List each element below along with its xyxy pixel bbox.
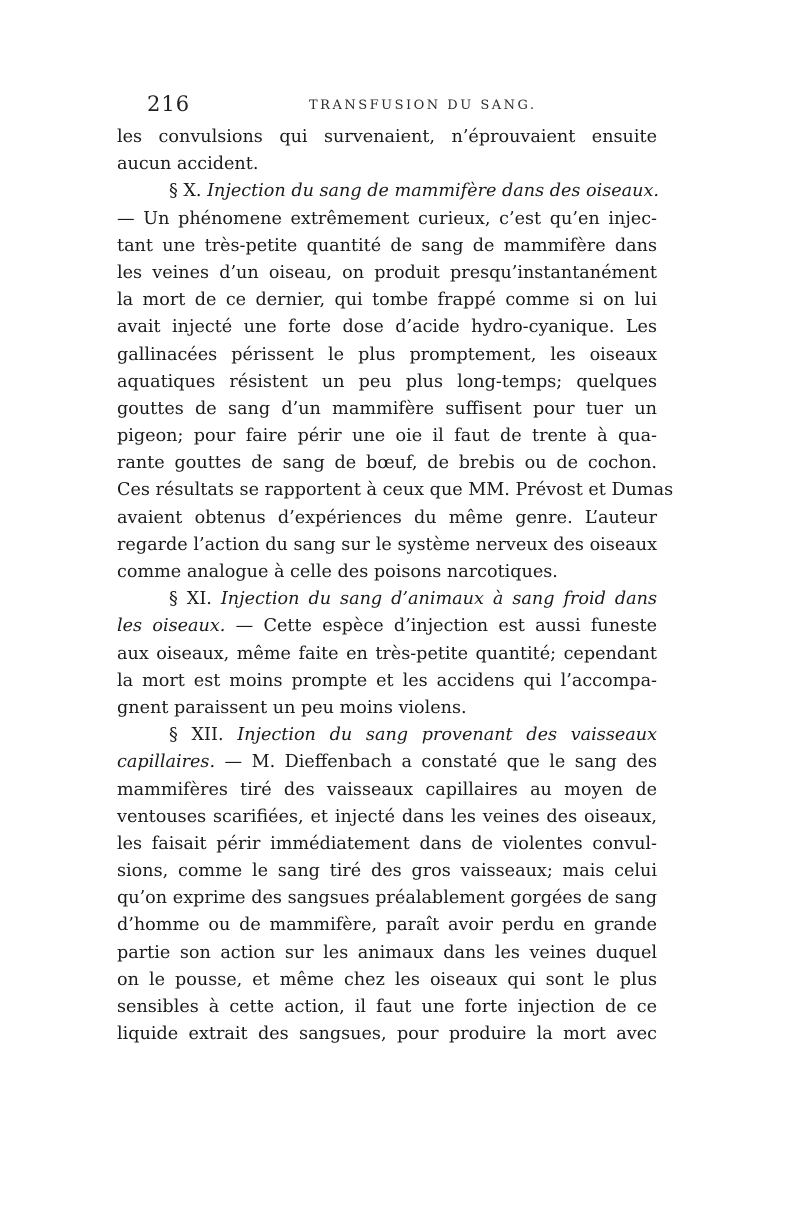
text-segment: les convulsions qui survenaient, n’éprouvaient ensuite	[117, 127, 657, 147]
text-line	[117, 1021, 657, 1048]
running-title: TRANSFUSION DU SANG.	[309, 98, 537, 113]
text-segment: § XII.	[169, 725, 238, 746]
text-segment: comme analogue à celle des poisons narcotiques.	[117, 562, 558, 582]
text-segment: pigeon; pour faire périr une oie il faut de trente à qua-	[117, 426, 657, 447]
text-line	[117, 668, 657, 695]
text-line	[117, 423, 657, 450]
text-line	[117, 260, 657, 287]
text-segment: tant une très-petite quantité de sang de mammifère dans	[117, 235, 657, 256]
text-line	[117, 450, 657, 477]
text-line	[117, 586, 657, 613]
page-header	[147, 92, 657, 122]
text-segment: on le pousse, et même chez les oiseaux qui sont le plus	[117, 969, 657, 990]
text-segment: aux oiseaux, même faite en très-petite quantité; cependant	[117, 643, 657, 664]
text-segment: ventouses scarifiées, et injecté dans les veines des oiseaux,	[117, 806, 657, 827]
text-line	[117, 831, 657, 858]
text-segment: aquatiques résistent un peu plus long-temps; quelques	[117, 371, 657, 392]
text-line	[117, 994, 657, 1021]
text-line	[117, 940, 657, 967]
body-text	[117, 124, 674, 1048]
text-line	[117, 641, 657, 668]
text-line	[117, 206, 657, 233]
text-line	[117, 722, 657, 749]
text-line	[117, 151, 657, 178]
text-segment: aucun accident.	[117, 154, 259, 175]
text-line	[117, 314, 657, 341]
italic-text-segment: capillaires.	[117, 752, 216, 773]
text-segment: partie son action sur les animaux dans les veines duquel	[117, 942, 657, 963]
text-segment: gouttes de sang d’un mammifère suffisent pour tuer un	[117, 398, 657, 419]
text-line	[117, 613, 657, 640]
text-line	[117, 342, 657, 369]
italic-text-segment: Injection du sang d’animaux à sang froid dans	[220, 589, 657, 610]
page-number: 216	[147, 92, 191, 116]
text-line	[117, 532, 657, 559]
text-segment: d’homme ou de mammifère, paraît avoir perdu en grande	[117, 915, 657, 936]
text-line	[117, 777, 657, 804]
text-line	[117, 233, 657, 260]
text-segment: rante gouttes de sang de bœuf, de brebis ou de cochon.	[117, 453, 657, 474]
text-segment: avait injecté une forte dose d’acide hydro-cyanique. Les	[117, 317, 657, 338]
text-line	[117, 505, 657, 532]
text-segment: sensibles à cette action, il faut une forte injection de ce	[117, 997, 657, 1017]
text-line	[117, 749, 657, 776]
text-segment: avaient obtenus d’expériences du même genre. L’auteur	[117, 507, 657, 528]
text-segment: la mort est moins prompte et les accidens qui l’accompa-	[117, 670, 657, 691]
text-segment: Ces résultats se rapportent à ceux que MM. Prévost et Dumas	[117, 480, 674, 501]
text-line	[117, 477, 674, 504]
text-segment: — M. Dieffenbach a constaté que le sang des	[215, 752, 657, 773]
text-segment: § XI.	[169, 589, 221, 610]
italic-text-segment: Injection du sang provenant des vaisseaux	[237, 725, 658, 746]
text-segment: mammifères tiré des vaisseaux capillaires au moyen de	[117, 779, 657, 800]
text-segment: § X.	[169, 181, 208, 202]
text-line	[117, 124, 657, 151]
text-segment: regarde l’action du sang sur le système nerveux des oiseaux	[117, 534, 657, 555]
text-line	[117, 559, 657, 586]
text-segment: liquide extrait des sangsues, pour produire la mort avec	[117, 1024, 657, 1045]
text-segment: gnent paraissent un peu moins violens.	[117, 697, 467, 718]
text-segment: les faisait périr immédiatement dans de violentes convul-	[117, 833, 657, 854]
text-segment: la mort de ce dernier, qui tombe frappé comme si on lui	[117, 290, 657, 311]
text-line	[117, 287, 657, 314]
text-line	[117, 858, 657, 885]
italic-text-segment: les oiseaux.	[117, 616, 226, 637]
text-line	[117, 695, 657, 722]
italic-text-segment: Injection du sang de mammifère dans des oiseaux.	[207, 181, 659, 202]
text-line	[117, 369, 657, 396]
text-line	[117, 912, 657, 939]
text-segment: qu’on exprime des sangsues préalablement gorgées de sang	[117, 888, 657, 909]
text-line	[117, 804, 657, 831]
text-segment: les veines d’un oiseau, on produit presqu’instantanément	[117, 262, 657, 283]
text-line	[117, 967, 657, 994]
text-segment: sions, comme le sang tiré des gros vaisseaux; mais celui	[117, 861, 657, 882]
text-segment: — Un phénomene extrêmement curieux, c’est qu’en injec-	[117, 208, 657, 229]
text-line	[117, 885, 657, 912]
text-line	[117, 178, 657, 205]
text-segment: gallinacées périssent le plus promptement, les oiseaux	[117, 344, 657, 365]
text-line	[117, 396, 657, 423]
text-segment: — Cette espèce d’injection est aussi funeste	[225, 616, 658, 637]
